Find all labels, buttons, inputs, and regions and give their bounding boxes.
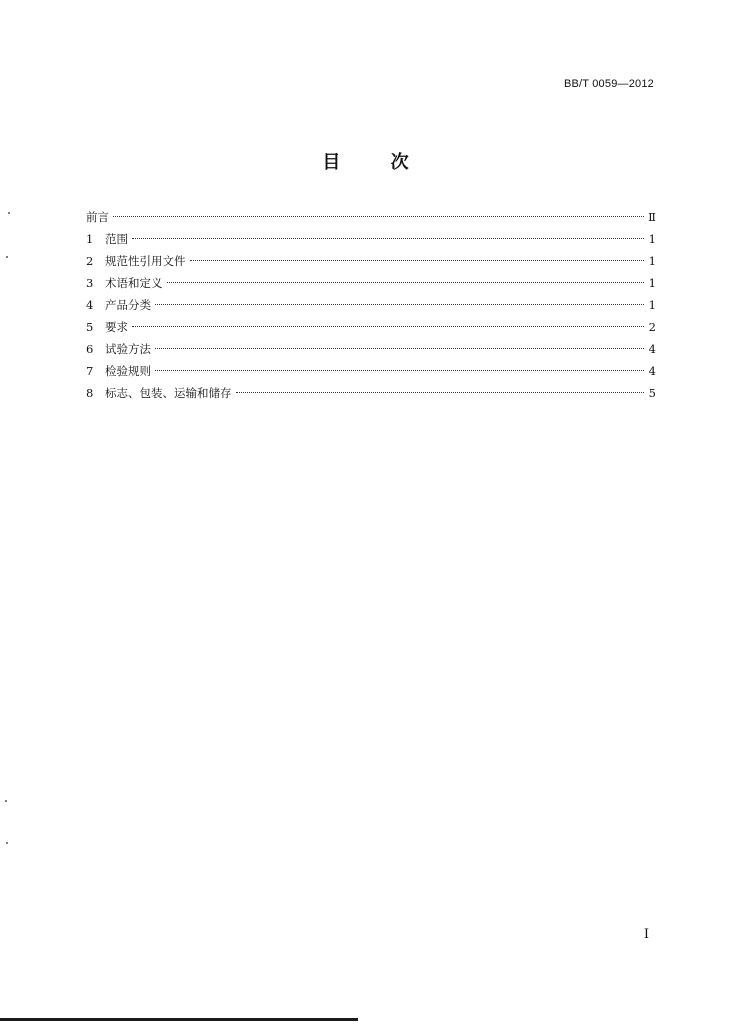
toc-entry-page: 1: [648, 254, 656, 268]
toc-dot-leader: [155, 348, 644, 349]
toc-entry-inspection-rules[interactable]: [86, 360, 656, 382]
toc-entry-text: 检验规则: [105, 364, 151, 378]
toc-dot-leader: [132, 326, 644, 327]
toc-entry-number: 4: [86, 298, 94, 312]
toc-entry-marking-packaging[interactable]: [86, 382, 656, 404]
toc-title-char: 次: [390, 152, 409, 173]
toc-entry-page: 1: [648, 276, 656, 290]
toc-entry-text: 试验方法: [105, 342, 151, 356]
toc-entry-scope[interactable]: [86, 228, 656, 250]
toc-entry-requirements[interactable]: [86, 316, 656, 338]
toc-dot-leader: [155, 304, 644, 305]
toc-entry-test-methods[interactable]: [86, 338, 656, 360]
toc-entry-page: Ⅱ: [648, 210, 656, 224]
toc-entry-number: 5: [86, 320, 94, 334]
toc-entry-classification[interactable]: [86, 294, 656, 316]
toc-entry-page: 4: [648, 342, 656, 356]
toc-entry-number: 8: [86, 386, 94, 400]
toc-entry-text: 前言: [86, 210, 109, 224]
toc-entry-text: 术语和定义: [105, 276, 163, 290]
toc-dot-leader: [236, 392, 645, 393]
toc-entry-page: 1: [648, 232, 656, 246]
table-of-contents: [86, 206, 656, 404]
page-number: I: [643, 927, 649, 942]
toc-entry-normative-references[interactable]: [86, 250, 656, 272]
toc-entry-number: 7: [86, 364, 94, 378]
toc-entry-number: 1: [86, 232, 94, 246]
toc-entry-text: 标志、包装、运输和储存: [105, 386, 232, 400]
toc-entry-number: 3: [86, 276, 94, 290]
scan-speck: [5, 800, 7, 802]
scan-speck: [8, 212, 10, 214]
toc-title-char: 目: [322, 152, 341, 173]
scan-speck: [6, 842, 8, 844]
toc-dot-leader: [190, 260, 645, 261]
scan-edge-bar: [0, 1018, 358, 1021]
toc-dot-leader: [113, 216, 644, 217]
toc-entry-text: 规范性引用文件: [105, 254, 186, 268]
toc-dot-leader: [132, 238, 644, 239]
toc-entry-number: 2: [86, 254, 94, 268]
toc-dot-leader: [155, 370, 644, 371]
toc-entry-page: 4: [648, 364, 656, 378]
toc-entry-page: 1: [648, 298, 656, 312]
toc-title: [0, 148, 731, 174]
standard-code: BB/T 0059—2012: [563, 78, 654, 90]
toc-entry-terms-definitions[interactable]: [86, 272, 656, 294]
toc-entry-foreword[interactable]: [86, 206, 656, 228]
toc-entry-text: 范围: [105, 232, 128, 246]
toc-entry-text: 要求: [105, 320, 128, 334]
toc-entry-number: 6: [86, 342, 94, 356]
scan-speck: [6, 256, 8, 258]
toc-entry-text: 产品分类: [105, 298, 151, 312]
toc-dot-leader: [167, 282, 645, 283]
toc-entry-page: 2: [648, 320, 656, 334]
toc-entry-page: 5: [648, 386, 656, 400]
